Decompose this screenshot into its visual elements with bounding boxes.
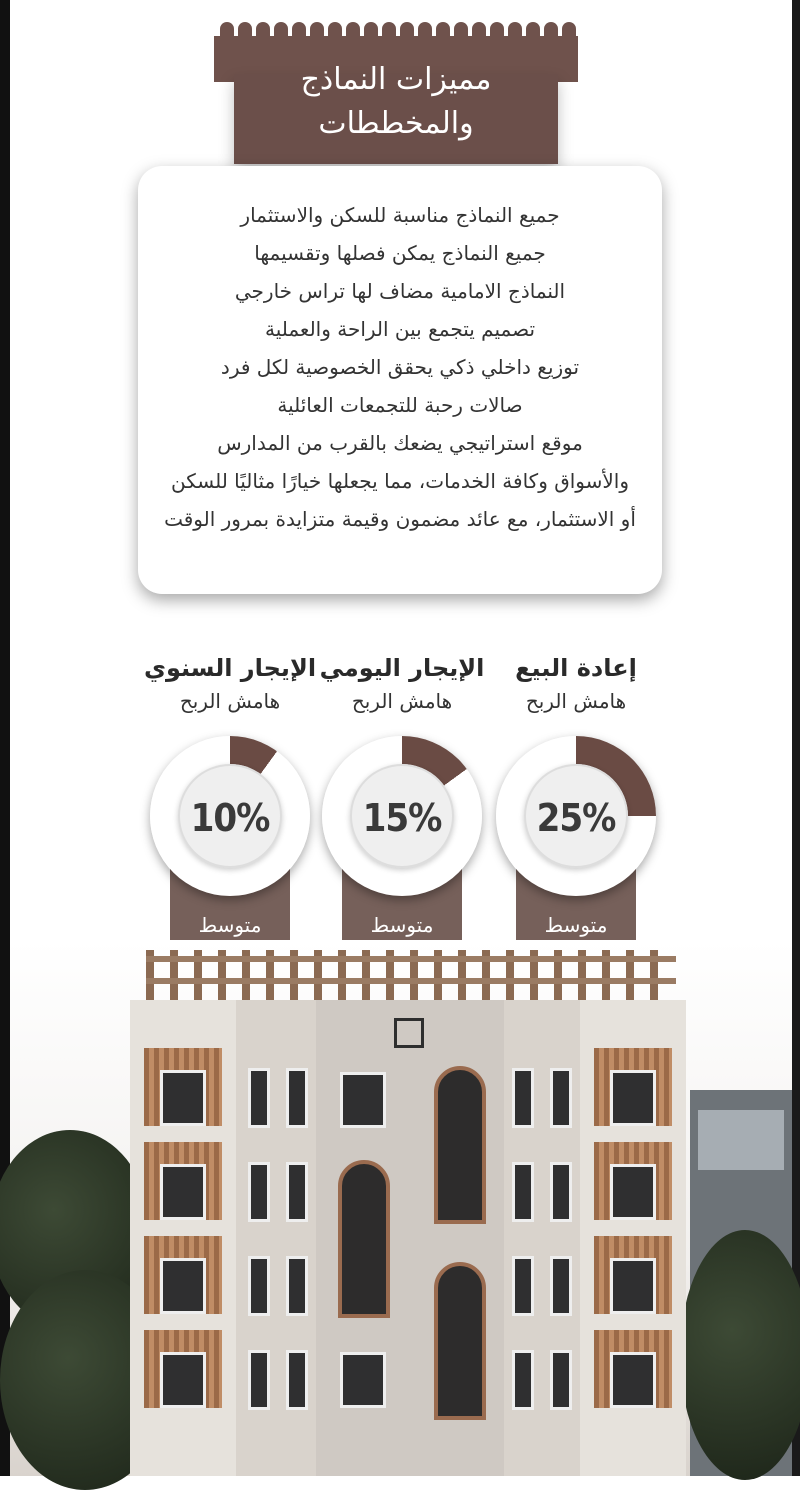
crenel-tooth	[490, 22, 504, 40]
progress-donut	[496, 736, 656, 896]
stat-label: متوسط	[370, 913, 434, 937]
feature-line: صالات رحبة للتجمعات العائلية	[277, 393, 523, 417]
window	[610, 1352, 656, 1408]
pergola-rail	[146, 978, 676, 984]
stat-daily-rent	[312, 650, 492, 940]
crenel-tooth	[454, 22, 468, 40]
crenel-tooth	[544, 22, 558, 40]
crenel-tooth	[418, 22, 432, 40]
crenel-tooth	[436, 22, 450, 40]
donut-value: 25%	[536, 796, 616, 840]
donut-value: 15%	[362, 796, 442, 840]
window	[610, 1258, 656, 1314]
feature-line: جميع النماذج يمكن فصلها وتقسيمها	[254, 241, 546, 265]
crenel-tooth	[508, 22, 522, 40]
crenel-tooth	[472, 22, 486, 40]
building-logo-icon	[394, 1018, 424, 1048]
window	[160, 1352, 206, 1408]
window	[550, 1256, 572, 1316]
progress-donut	[322, 736, 482, 896]
donut-value: 10%	[190, 796, 270, 840]
feature-line: جميع النماذج مناسبة للسكن والاستثمار	[240, 203, 560, 227]
feature-line: تصميم يتجمع بين الراحة والعملية	[264, 317, 536, 341]
window	[610, 1070, 656, 1126]
stat-label: متوسط	[198, 913, 262, 937]
crenel-tooth	[292, 22, 306, 40]
stat-resale	[486, 650, 666, 940]
donut-center	[350, 764, 454, 868]
window	[286, 1256, 308, 1316]
window	[550, 1162, 572, 1222]
roof-pergola	[146, 950, 676, 1002]
crenel-tooth	[364, 22, 378, 40]
stat-subtitle: هامش الربح	[179, 689, 281, 713]
crenel-tooth	[274, 22, 288, 40]
title-banner	[214, 22, 578, 146]
window	[248, 1256, 270, 1316]
crenel-tooth	[310, 22, 324, 40]
banner-title: مميزات النماذج والمخططات	[300, 62, 492, 141]
feature-line: النماذج الامامية مضاف لها تراس خارجي	[234, 279, 566, 303]
apartment-building	[130, 1000, 686, 1476]
feature-line: أو الاستثمار، مع عائد مضمون وقيمة متزايدة بمرور الوقت	[164, 507, 636, 531]
progress-donut	[150, 736, 310, 896]
crenel-tooth	[238, 22, 252, 40]
stat-title: الإيجار السنوي	[143, 654, 317, 682]
window	[512, 1350, 534, 1410]
feature-line: توزيع داخلي ذكي يحقق الخصوصية لكل فرد	[220, 355, 580, 379]
features-list	[138, 196, 662, 538]
window	[248, 1068, 270, 1128]
crenel-tooth	[346, 22, 360, 40]
arched-window	[434, 1066, 486, 1224]
window	[610, 1164, 656, 1220]
donut-center	[178, 764, 282, 868]
window	[512, 1256, 534, 1316]
window	[248, 1350, 270, 1410]
crenel-tooth	[382, 22, 396, 40]
window	[512, 1068, 534, 1128]
stat-annual-rent	[140, 650, 320, 940]
crenel-tooth	[220, 22, 234, 40]
arched-window	[338, 1160, 390, 1318]
crenel-tooth	[328, 22, 342, 40]
crenel-tooth	[400, 22, 414, 40]
window	[286, 1350, 308, 1410]
window	[550, 1068, 572, 1128]
building-illustration	[10, 940, 792, 1476]
window	[248, 1162, 270, 1222]
crenel-tooth	[526, 22, 540, 40]
stat-title: إعادة البيع	[515, 654, 637, 682]
stat-subtitle: هامش الربح	[525, 689, 627, 713]
feature-line: والأسواق وكافة الخدمات، مما يجعلها خيارًا مثاليًا للسكن	[170, 469, 630, 493]
feature-line: موقع استراتيجي يضعك بالقرب من المدارس	[217, 431, 583, 455]
pergola-rail	[146, 956, 676, 962]
window	[512, 1162, 534, 1222]
window	[160, 1070, 206, 1126]
stat-title: الإيجار اليومي	[319, 654, 485, 682]
window	[550, 1350, 572, 1410]
window	[286, 1068, 308, 1128]
crenel-tooth	[256, 22, 270, 40]
donut-center	[524, 764, 628, 868]
palm-tree-right	[680, 1230, 800, 1480]
window	[160, 1164, 206, 1220]
arched-window	[434, 1262, 486, 1420]
crenel-tooth	[562, 22, 576, 40]
window	[286, 1162, 308, 1222]
stat-subtitle: هامش الربح	[351, 689, 453, 713]
right-frame-edge	[792, 0, 800, 1476]
window	[160, 1258, 206, 1314]
stat-label: متوسط	[544, 913, 608, 937]
features-card	[138, 166, 662, 594]
window	[340, 1072, 386, 1128]
window	[340, 1352, 386, 1408]
